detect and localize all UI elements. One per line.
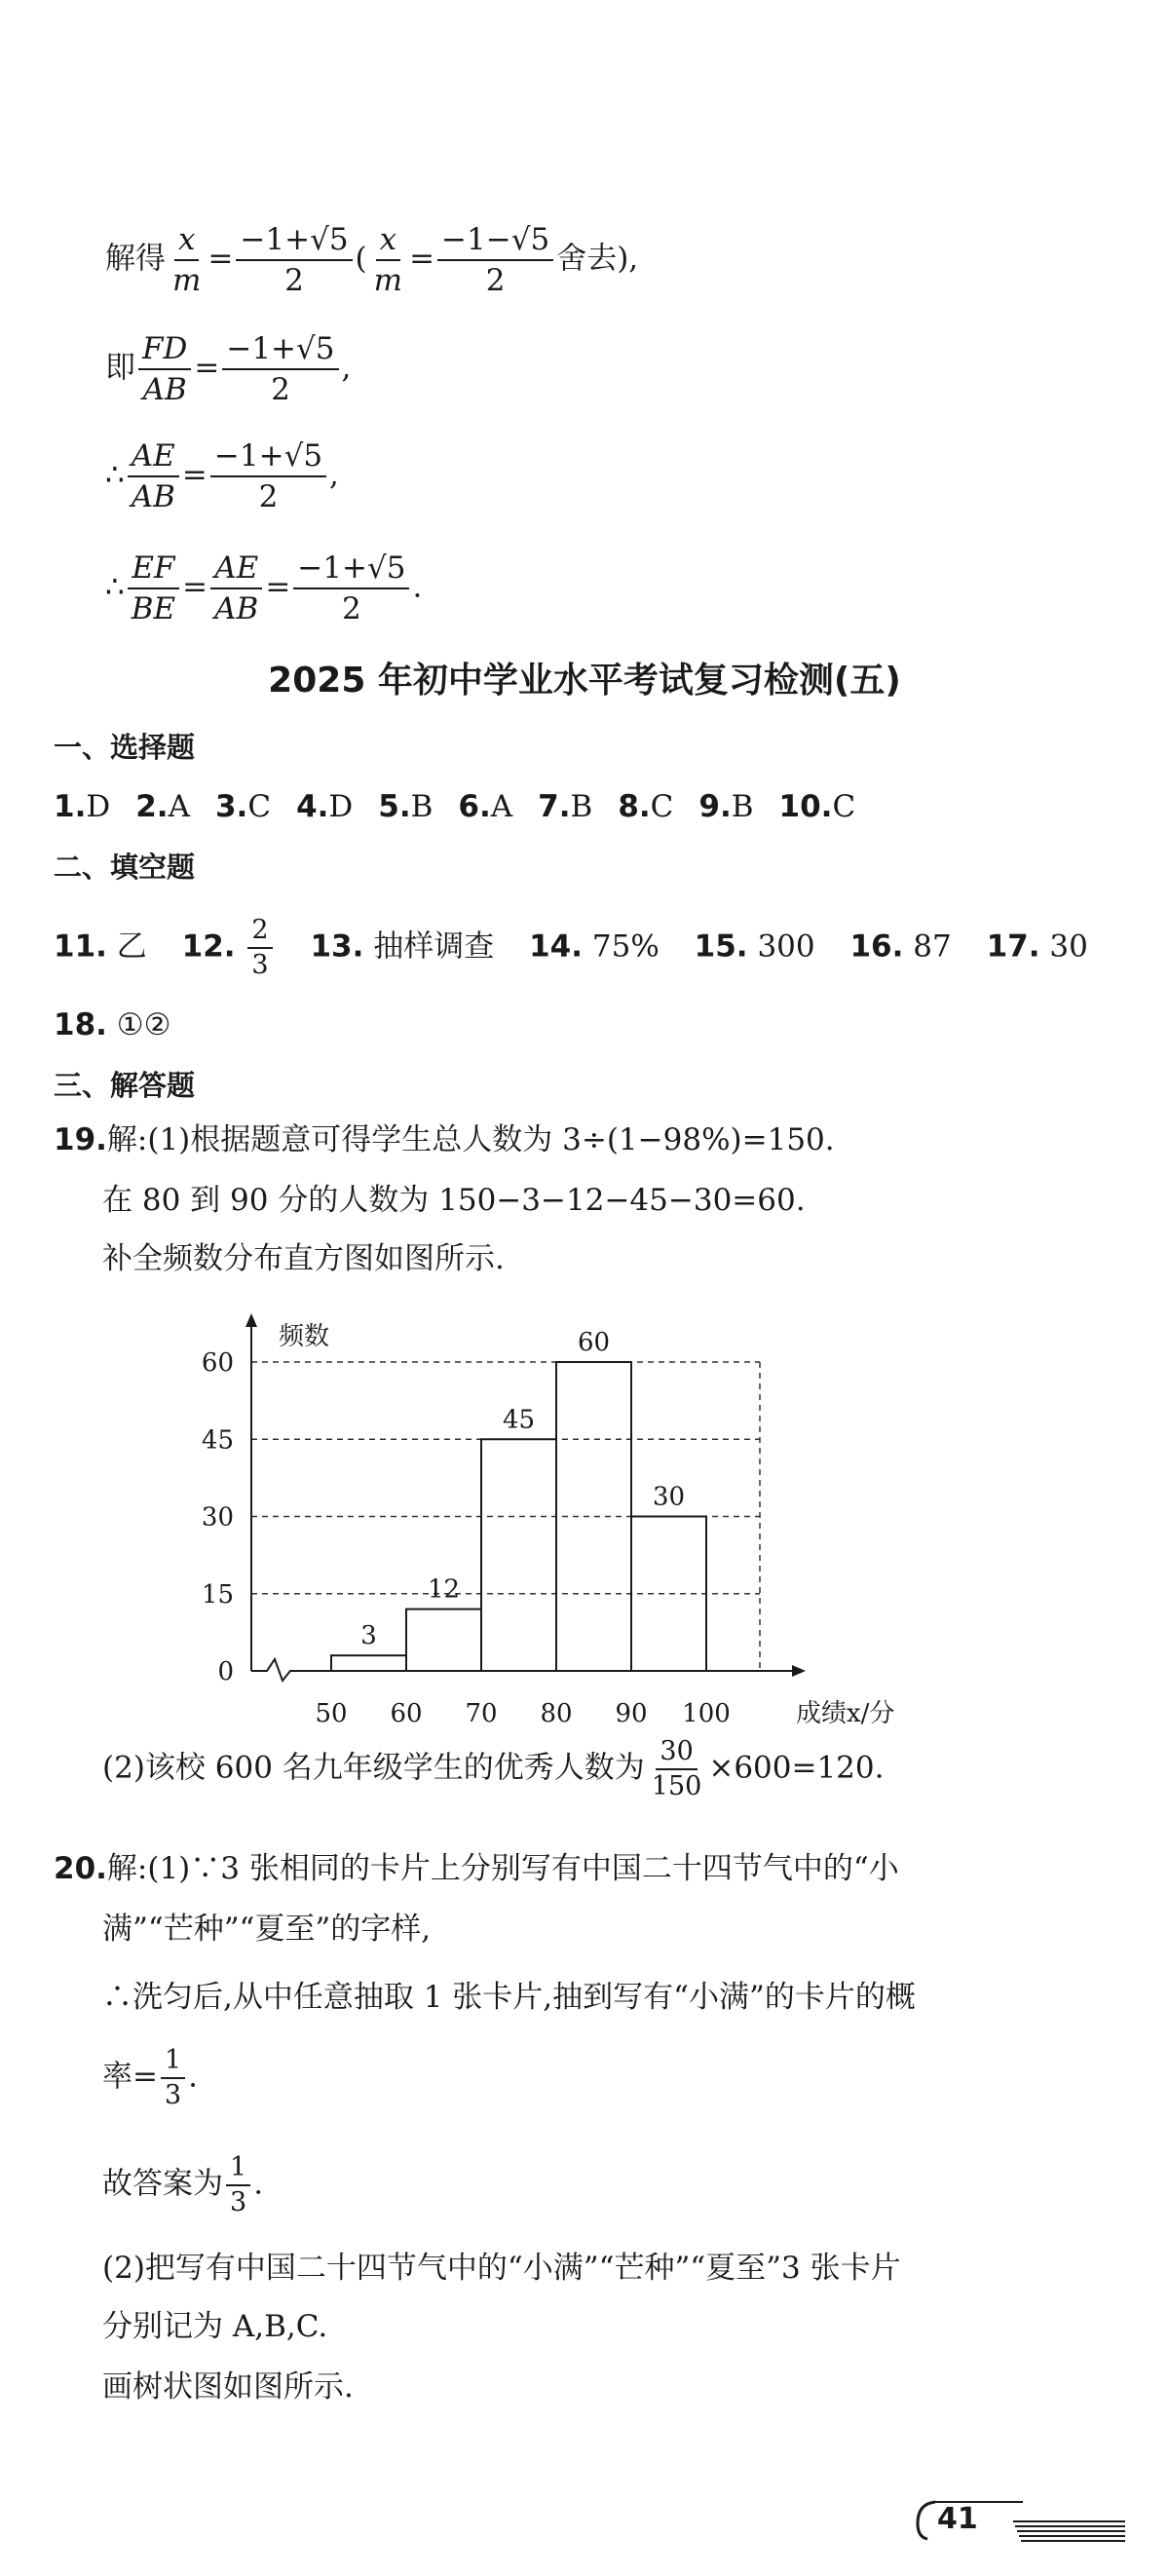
q20-line-5: 故答案为 $\frac{1}{3}$ . [102,2152,264,2217]
choice-answers [54,787,855,826]
bar-data-label: 30 [652,1482,686,1512]
fill-answers-row: 11. 乙 12. $\frac{2}{3}$ 13. 抽样调查 14. 75% 15. 300 16. 87 17. 30 [54,915,1088,980]
page-number: 41 [937,2502,978,2536]
choice-number: 4. [296,789,329,824]
math-line-2: 即 $\frac{FD}{AB}$ = $\frac{-1+√5}{2}$ , [105,331,352,407]
choice-letter: C [650,789,674,824]
bar-data-label: 12 [427,1574,461,1605]
q20-line-6: (2)把写有中国二十四节气中的“小满”“芒种”“夏至”3 张卡片 [102,2251,901,2286]
choice-letter: C [832,789,856,824]
choice-answer [296,789,378,824]
choice-letter: B [410,789,434,824]
choice-number: 8. [618,789,651,824]
math-line-1: 解得 $\frac{x}{m}$ = $\frac{-1+√5}{2}$ ( $\frac{x}{m}$ = $\frac{-1-√5}{2}$ 舍去), [105,222,639,298]
histogram-bar [331,1655,406,1671]
x-axis-arrow [792,1665,806,1677]
choice-answer [698,789,778,824]
x-tick-label: 60 [390,1699,423,1728]
x-tick-label: 90 [615,1699,648,1728]
section-heading-choice: 一、选择题 [54,731,196,764]
choice-number: 7. [538,789,571,824]
y-axis-label: 频数 [279,1322,330,1351]
choice-answer [618,789,698,824]
choice-answer [779,789,856,824]
fraction: $\frac{-1+√5}{2}$ [236,222,352,298]
histogram-chart [0,1276,1169,1728]
y-tick-label: 0 [217,1657,234,1686]
choice-answer [378,789,458,824]
y-axis-arrow [245,1313,257,1327]
page-number-badge [906,2494,1130,2543]
choice-answer [458,789,538,824]
choice-number: 6. [458,789,491,824]
choice-letter: B [731,789,754,824]
choice-number: 5. [378,789,411,824]
bar-data-label: 60 [577,1328,611,1357]
q20-line-1: 20.解:(1)∵3 张相同的卡片上分别写有中国二十四节气中的“小 [54,1851,899,1886]
x-tick-label: 70 [465,1699,498,1728]
q20-line-2: 满”“芒种”“夏至”的字样, [102,1912,432,1947]
choice-number: 1. [54,789,87,824]
fill-answer-18: 18. ①② [54,1007,171,1042]
x-axis-label: 成绩x/分 [796,1699,895,1728]
histogram-bar [406,1610,481,1671]
y-tick-label: 15 [201,1579,234,1610]
choice-number: 3. [214,789,248,824]
math-line-4: ∴ $\frac{EF}{BE}$ = $\frac{AE}{AB}$ = $\frac{-1+√5}{2}$ . [105,550,423,626]
q20-line-8: 画树状图如图所示. [102,2369,354,2405]
choice-letter: B [570,789,593,824]
section-heading-solution: 三、解答题 [54,1069,196,1102]
q19-line-3: 补全频数分布直方图如图所示. [102,1241,505,1276]
choice-letter: D [86,789,111,824]
choice-answer [538,789,618,824]
q19-line-2: 在 80 到 90 分的人数为 150−3−12−45−30=60. [102,1183,806,1218]
choice-answer [135,789,215,824]
page-title: 2025 年初中学业水平考试复习检测(五) [268,661,901,701]
choice-answer [215,789,296,824]
choice-number: 10. [778,789,833,824]
choice-answer [54,789,135,824]
x-tick-label: 100 [682,1699,731,1728]
fraction: $\frac{-1-√5}{2}$ [437,222,553,298]
q20-line-4: 率= $\frac{1}{3}$ . [102,2045,199,2110]
histogram-bar [481,1439,556,1671]
fraction: $\frac{x}{m}$ [373,222,403,298]
choice-letter: A [168,789,190,824]
y-tick-label: 30 [201,1502,234,1533]
y-tick-label: 45 [201,1425,234,1456]
choice-number: 2. [135,789,169,824]
choice-letter: C [247,789,272,824]
choice-letter: A [490,789,513,824]
q20-line-7: 分别记为 A,B,C. [102,2309,328,2344]
section-heading-fill: 二、填空题 [54,851,196,884]
choice-number: 9. [698,789,732,824]
bar-data-label: 3 [360,1621,377,1651]
x-tick-label: 50 [315,1699,348,1728]
choice-letter: D [328,789,354,824]
x-tick-label: 80 [540,1699,573,1728]
fraction: $\frac{x}{m}$ [172,222,202,298]
q20-line-3: ∴洗匀后,从中任意抽取 1 张卡片,抽到写有“小满”的卡片的概 [102,1980,916,2015]
bar-data-label: 45 [502,1405,536,1435]
q19-line-1: 19.解:(1)根据题意可得学生总人数为 3÷(1−98%)=150. [54,1122,835,1157]
math-line-3: ∴ $\frac{AE}{AB}$ = $\frac{-1+√5}{2}$ , [105,438,339,514]
q19-line-4: (2)该校 600 名九年级学生的优秀人数为 $\frac{30}{150}$ ×600=120. [102,1736,885,1801]
y-tick-label: 60 [201,1348,234,1378]
